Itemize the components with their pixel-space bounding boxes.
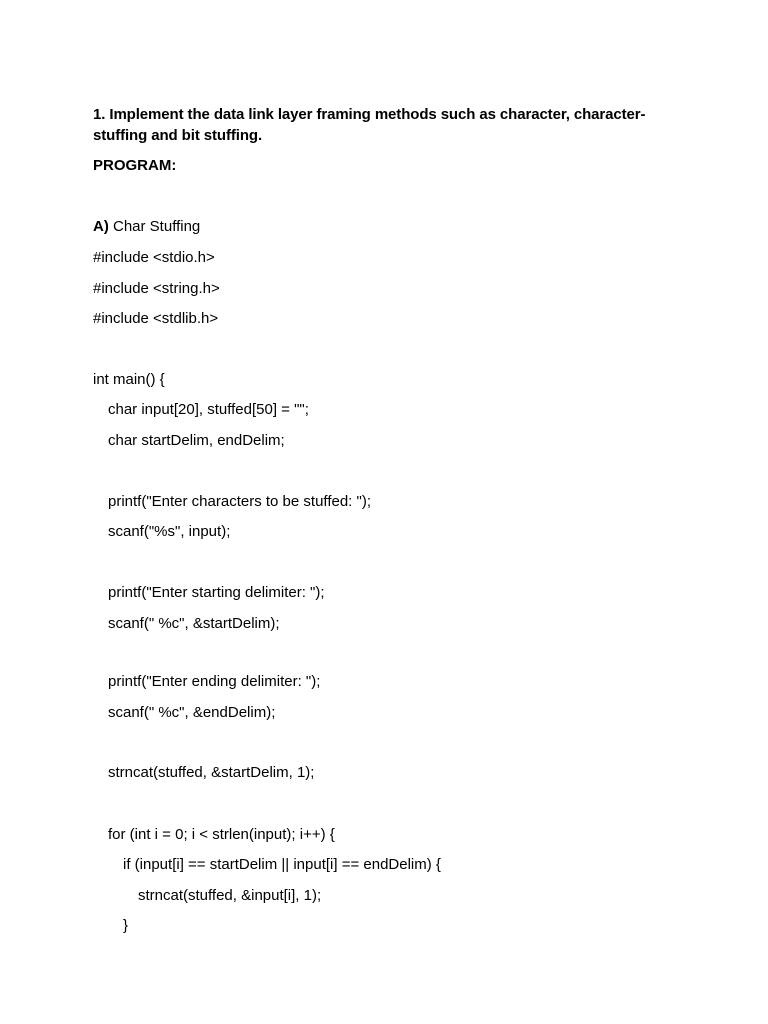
- code-line-include-string: #include <string.h>: [93, 280, 220, 297]
- code-line-strncat-start: strncat(stuffed, &startDelim, 1);: [108, 764, 315, 781]
- code-line-char-input: char input[20], stuffed[50] = "";: [108, 401, 309, 418]
- question-heading: 1. Implement the data link layer framing methods such as character, character-stuffing and bit stuffing.: [93, 106, 646, 144]
- code-line-include-stdio: #include <stdio.h>: [93, 249, 215, 266]
- code-line-main: int main() {: [93, 371, 165, 388]
- code-line-include-stdlib: #include <stdlib.h>: [93, 310, 219, 327]
- code-line-scanf-end: scanf(" %c", &endDelim);: [108, 704, 276, 721]
- code-line-printf-start: printf("Enter starting delimiter: ");: [108, 584, 325, 601]
- code-line-printf-stuffed: printf("Enter characters to be stuffed: ");: [108, 493, 371, 510]
- program-label: PROGRAM:: [93, 157, 177, 174]
- code-line-for-loop: for (int i = 0; i < strlen(input); i++) {: [108, 826, 335, 843]
- code-line-scanf-input: scanf("%s", input);: [108, 523, 231, 540]
- code-line-char-delims: char startDelim, endDelim;: [108, 432, 285, 449]
- section-title-text: Char Stuffing: [108, 218, 201, 235]
- section-title: [93, 217, 200, 237]
- code-line-scanf-start: scanf(" %c", &startDelim);: [108, 615, 280, 632]
- code-line-strncat-input: strncat(stuffed, &input[i], 1);: [138, 887, 322, 904]
- code-line-printf-end: printf("Enter ending delimiter: ");: [108, 673, 321, 690]
- code-line-close-brace: }: [123, 917, 129, 934]
- code-line-if-check: if (input[i] == startDelim || input[i] == endDelim) {: [123, 856, 441, 873]
- section-marker: A): [93, 218, 109, 235]
